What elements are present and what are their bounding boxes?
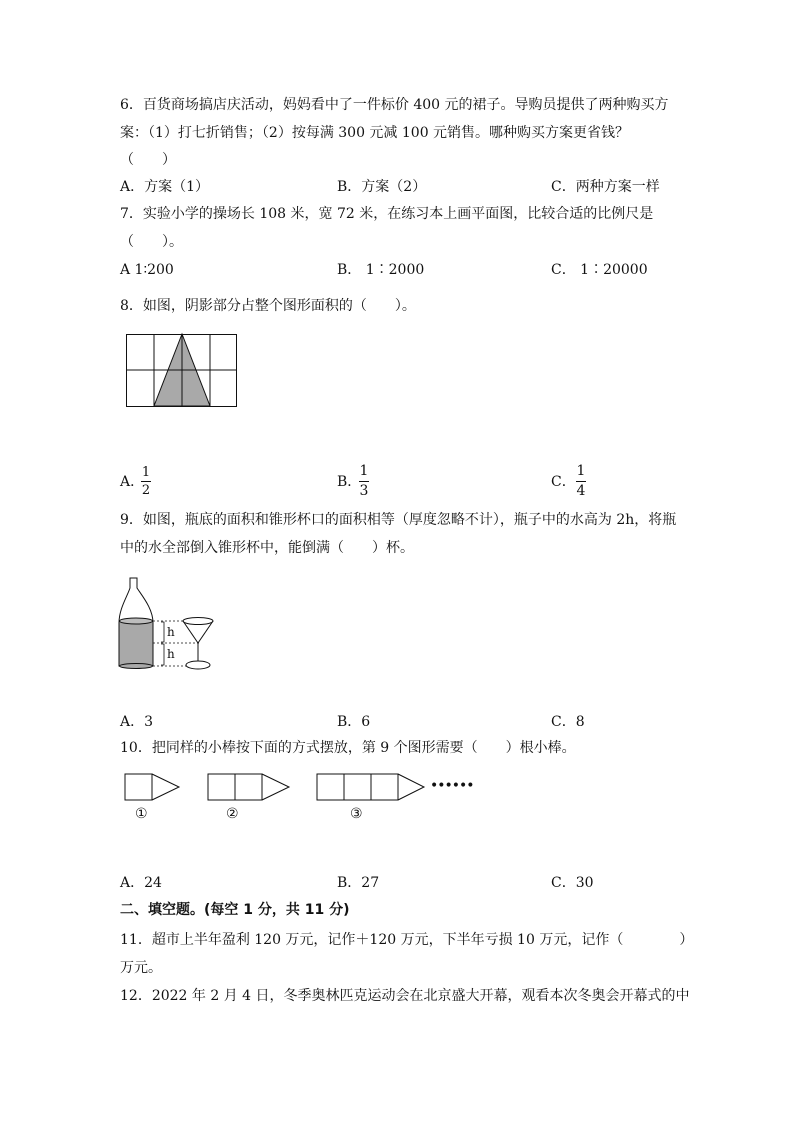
q7-option-b: B． 1∶2000 xyxy=(337,262,425,278)
q6-line2: 案：（1）打七折销售；（2）按每满 300 元减 100 元销售。哪种购买方案更省钱？ xyxy=(120,125,630,141)
q10-ellipsis: •••••• xyxy=(430,778,474,794)
fraction-bar xyxy=(141,481,151,482)
q8-option-a-fraction xyxy=(141,465,151,498)
q10-option-a: A．24 xyxy=(120,875,162,891)
fraction-denominator: 3 xyxy=(359,483,369,499)
fraction-denominator: 4 xyxy=(576,483,586,499)
fraction-bar xyxy=(359,481,369,482)
q9-h-label-upper: h xyxy=(167,625,175,639)
q9-h-label-lower: h xyxy=(167,647,175,661)
q8-option-c-label: C． xyxy=(551,474,576,490)
q8-option-b-fraction xyxy=(359,463,369,500)
q8-option-a-label: A． xyxy=(120,474,145,490)
q7-line1: 7．实验小学的操场长 108 米，宽 72 米，在练习本上画平面图，比较合适的比例尺是 xyxy=(120,206,654,222)
q10-option-c: C．30 xyxy=(551,875,594,891)
fraction-denominator: 2 xyxy=(141,483,151,498)
q7-option-a: A 1∶200 xyxy=(120,262,174,278)
q10-stick-pattern-figure xyxy=(124,773,424,803)
fraction-numerator: 1 xyxy=(141,465,151,480)
q9-line2: 中的水全部倒入锥形杯中，能倒满（ ）杯。 xyxy=(120,540,414,556)
q6-option-c: C．两种方案一样 xyxy=(551,179,660,195)
q10-figure-label-2: ② xyxy=(226,806,239,822)
q6-line1: 6．百货商场搞店庆活动，妈妈看中了一件标价 400 元的裙子。导购员提供了两种购买方 xyxy=(120,97,669,113)
fraction-numerator: 1 xyxy=(359,463,369,479)
q7-line2: （ ）。 xyxy=(120,234,183,250)
pattern-3 xyxy=(317,774,424,800)
q8-line1: 8．如图，阴影部分占整个图形面积的（ ）。 xyxy=(120,298,416,314)
q12-line1: 12．2022 年 2 月 4 日，冬季奥林匹克运动会在北京盛大开幕，观看本次冬奥会开幕式的中 xyxy=(120,988,690,1004)
section-2-heading: 二、填空题。(每空 1 分，共 11 分) xyxy=(120,902,350,918)
q8-option-b-label: B． xyxy=(337,474,362,490)
q6-option-a: A．方案（1） xyxy=(120,179,210,195)
q9-line1: 9．如图，瓶底的面积和锥形杯口的面积相等（厚度忽略不计），瓶子中的水高为 2h，将瓶 xyxy=(120,512,677,528)
q10-line1: 10．把同样的小棒按下面的方式摆放，第 9 个图形需要（ ）根小棒。 xyxy=(120,740,576,756)
q6-answer-blank: （ ） xyxy=(120,152,176,168)
q6-option-b: B．方案（2） xyxy=(337,179,427,195)
q9-option-a: A．3 xyxy=(120,714,154,730)
q9-option-c: C．8 xyxy=(551,714,585,730)
pattern-2 xyxy=(208,774,289,800)
q7-option-c: C． 1∶20000 xyxy=(551,262,648,278)
q8-grid-figure xyxy=(126,334,238,408)
q11-line1: 11．超市上半年盈利 120 万元，记作＋120 万元，下半年亏损 10 万元，记作（ ） xyxy=(120,932,694,948)
fraction-numerator: 1 xyxy=(576,463,586,479)
fraction-bar xyxy=(576,481,586,482)
q10-figure-label-3: ③ xyxy=(350,806,363,822)
q9-option-b: B．6 xyxy=(337,714,371,730)
pattern-1 xyxy=(125,774,179,800)
q11-line2: 万元。 xyxy=(120,960,162,976)
q8-option-c-fraction xyxy=(576,463,586,500)
q10-option-b: B．27 xyxy=(337,875,380,891)
q10-figure-label-1: ① xyxy=(135,806,148,822)
